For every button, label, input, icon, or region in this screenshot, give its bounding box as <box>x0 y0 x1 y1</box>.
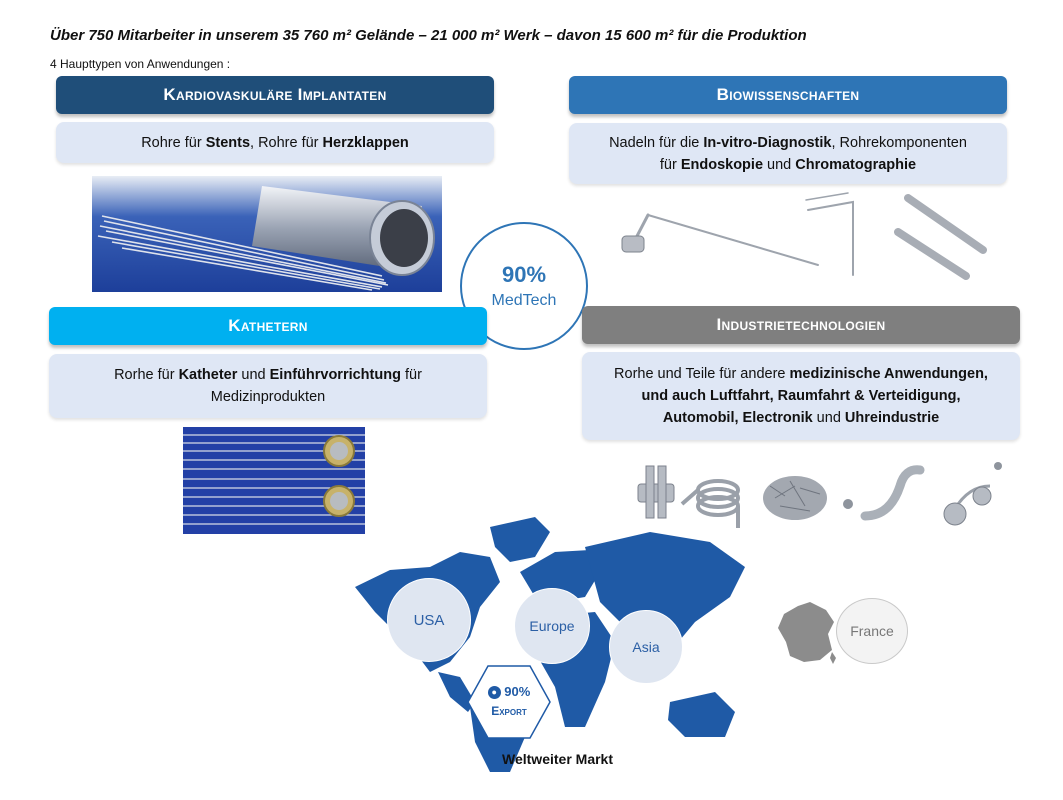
bio-text-2: , Rohrekomponenten <box>831 134 967 151</box>
region-asia: Asia <box>609 610 683 684</box>
region-usa: USA <box>387 578 471 662</box>
kath-header <box>49 307 487 345</box>
needles-photo <box>608 190 1000 280</box>
catheter-tubes-photo <box>183 427 365 534</box>
bio-text-3: für <box>659 156 681 173</box>
indu-description <box>582 352 1020 440</box>
kardio-title: Kardiovaskuläre Implantaten <box>163 85 387 104</box>
bio-description <box>569 123 1007 184</box>
kardio-text-2: , Rohre für <box>250 134 323 151</box>
indu-bold-medizinische: medizinische Anwendungen, <box>789 366 988 382</box>
indu-header <box>582 306 1020 344</box>
indu-bold-uhren: Uhreindustrie <box>844 410 940 426</box>
globe-icon: ● <box>488 686 501 699</box>
indu-text-1: Rorhe und Teile für andere <box>614 366 790 382</box>
bio-title: Biowissenschaften <box>716 85 860 104</box>
medtech-label: MedTech <box>491 292 557 309</box>
kath-text-1: Rorhe für <box>114 367 179 383</box>
kath-description <box>49 354 487 418</box>
headline: Über 750 Mitarbeiter in unserem 35 760 m² Gelände – 21 000 m² Werk – davon 15 600 m² für die Produktion <box>50 27 807 44</box>
kardio-text-1: Rohre für <box>141 134 206 151</box>
export-badge <box>466 664 552 740</box>
export-label: Export <box>491 704 527 718</box>
kath-text-2: und <box>237 367 270 383</box>
subheadline: 4 Haupttypen von Anwendungen : <box>50 57 231 71</box>
kath-bold-einfuehr: Einführvorrichtung <box>269 367 401 383</box>
bio-text-1: Nadeln für die <box>609 134 704 151</box>
kardio-header <box>56 76 494 114</box>
kardio-description <box>56 122 494 163</box>
region-france: France <box>836 598 908 664</box>
kardio-bold-stents: Stents <box>205 134 251 151</box>
indu-text-2: und <box>812 410 845 426</box>
kath-text-4: Medizinprodukten <box>210 389 326 405</box>
medtech-value: 90% <box>501 262 547 287</box>
stent-tubes-photo <box>92 176 442 292</box>
kath-text-3: für <box>400 367 422 383</box>
region-europe: Europe <box>514 588 590 664</box>
kardio-bold-herzklappen: Herzklappen <box>322 134 409 151</box>
market-caption: Weltweiter Markt <box>502 751 613 767</box>
export-value: 90% <box>504 684 531 699</box>
france-map <box>776 600 838 666</box>
bio-bold-diagnostik: In-vitro-Diagnostik <box>703 134 832 151</box>
kath-bold-katheter: Katheter <box>178 367 238 383</box>
indu-bold-luftfahrt: und auch Luftfahrt, Raumfahrt & Verteidigung, <box>641 388 961 404</box>
bio-text-4: und <box>763 156 796 173</box>
bio-header <box>569 76 1007 114</box>
kath-title: Kathetern <box>228 316 308 335</box>
bio-bold-endoskopie: Endoskopie <box>680 156 764 173</box>
indu-bold-automobil: Automobil, Electronik <box>662 410 813 426</box>
indu-title: Industrietechnologien <box>716 315 886 334</box>
bio-bold-chromatographie: Chromatographie <box>795 156 917 173</box>
